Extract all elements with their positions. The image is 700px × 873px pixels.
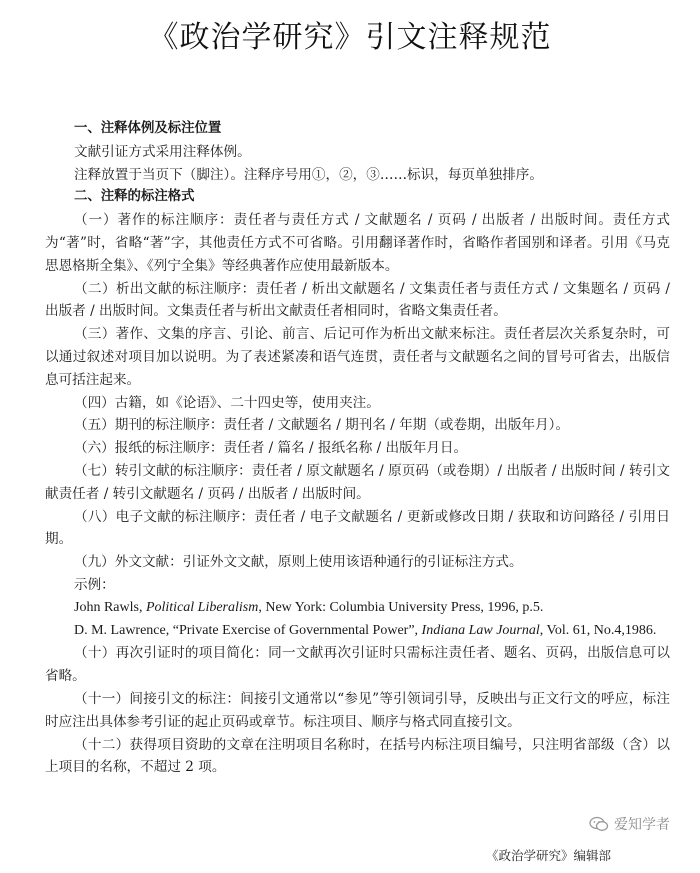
example-1-book-title: Political Liberalism: [145, 599, 259, 615]
paragraph-item-12: （十二）获得项目资助的文章在注明项目名称时，在括号内标注项目编号，只注明省部级（含）以上项目的名称，不超过 2 项。: [45, 736, 670, 776]
example-2-volume: , Vol. 61, No.4,1986.: [539, 622, 657, 638]
watermark-text: 爱知学者: [614, 817, 670, 833]
example-citation-1: [45, 597, 670, 620]
example-1-author: John Rawls,: [74, 599, 146, 615]
paragraph-item-7: （七）转引文献的标注顺序：责任者 / 原文献题名 / 原页码（或卷期）/ 出版者 / 出版时间 / 转引文献责任者 / 转引文献题名 / 页码 / 出版者 / 出版时间。: [45, 462, 670, 502]
document-body: [45, 118, 670, 779]
paragraph-item-4: （四）古籍，如《论语》、二十四史等，使用夹注。: [74, 394, 380, 411]
watermark: [585, 812, 674, 836]
paragraph-item-8: （八）电子文献的标注顺序：责任者 / 电子文献题名 / 更新或修改日期 / 获取和访问路径 / 引用日期。: [45, 508, 670, 548]
paragraph-item-10: （十）再次引证时的项目简化：同一文献再次引证时只需标注责任者、题名、页码，出版信息可以省略。: [45, 645, 670, 685]
example-2-author-title: D. M. Lawrence, “Private Exercise of Governmental Power”,: [74, 622, 422, 638]
example-2-journal: Indiana Law Journal: [421, 622, 540, 638]
section-heading-1: 一、注释体例及标注位置: [74, 121, 222, 136]
paragraph-item-1: （一）著作的标注顺序：责任者与责任方式 / 文献题名 / 页码 / 出版者 / 出版时间。责任方式为“著”时，省略“著”字，其他责任方式不可省略。引用翻译著作时，省略作者国别和译者。引用《马克思恩格斯全集》、《列宁全集》等经典著作应使用最新版本。: [45, 212, 670, 274]
example-1-publication: , New York: Columbia University Press, 1996, p.5.: [258, 599, 544, 615]
paragraph: 注释放置于当页下（脚注）。注释序号用①，②，③……标识，每页单独排序。: [74, 166, 543, 183]
paragraph-item-2: （二）析出文献的标注顺序：责任者 / 析出文献题名 / 文集责任者与责任方式 / 文集题名 / 页码 / 出版者 / 出版时间。文集责任者与析出文献责任者相同时，省略文集责任者。: [45, 280, 670, 320]
paragraph: 文献引证方式采用注释体例。: [74, 143, 251, 160]
footer-signature: 《政治学研究》编辑部: [486, 848, 612, 863]
example-citation-2: [45, 620, 670, 643]
document-title: 《政治学研究》引文注释规范: [148, 20, 552, 55]
paragraph-item-6: （六）报纸的标注顺序：责任者 / 篇名 / 报纸名称 / 出版年月日。: [74, 440, 468, 457]
wechat-icon: [589, 816, 609, 832]
paragraph-item-3: （三）著作、文集的序言、引论、前言、后记可作为析出文献来标注。责任者层次关系复杂时，可以通过叙述对项目加以说明。为了表述紧凑和语气连贯，责任者与文献题名之间的冒号可省去，出版信息可括注起来。: [45, 326, 670, 388]
paragraph-item-11: （十一）间接引文的标注：间接引文通常以“参见”等引领词引导，反映出与正文行文的呼应，标注时应注出具体参考引证的起止页码或章节。标注项目、顺序与格式同直接引文。: [45, 690, 670, 730]
example-label: 示例：: [74, 576, 115, 593]
paragraph-item-9: （九）外文文献：引证外文文献，原则上使用该语种通行的引证标注方式。: [74, 554, 523, 571]
paragraph-item-5: （五）期刊的标注顺序：责任者 / 文献题名 / 期刊名 / 年期（或卷期，出版年月）。: [74, 417, 570, 434]
section-heading-2: 二、注释的标注格式: [74, 189, 195, 205]
